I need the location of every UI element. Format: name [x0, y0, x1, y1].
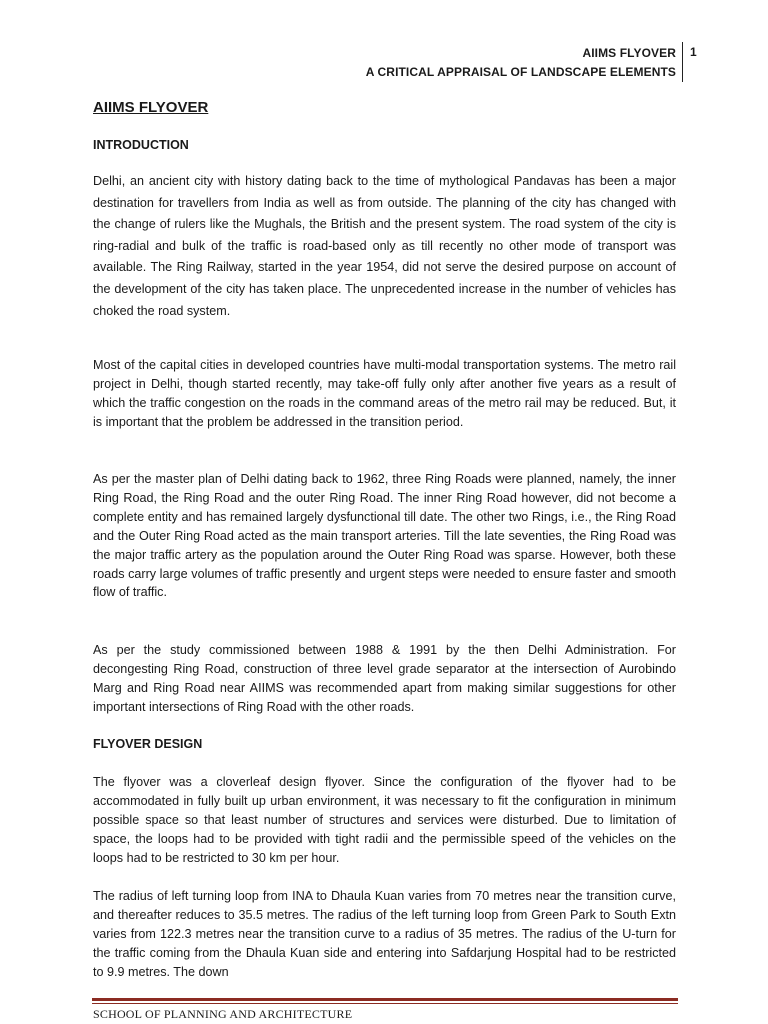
- header-title: AIIMS FLYOVER: [582, 46, 676, 60]
- header-subtitle: A CRITICAL APPRAISAL OF LANDSCAPE ELEMENTS: [365, 65, 676, 79]
- paragraph-intro-3: As per the master plan of Delhi dating back to 1962, three Ring Roads were planned, namely, the inner Ring Road, the Ring Road and the outer Ring Road. The inner Ring Road however, did not become a complete entity and has remained largely dysfunctional till date. The other two Rings, i.e., the Ring Road and the Outer Ring Road acted as the main transport arteries. Till the late seventies, the Ring Road was the major traffic artery as the population around the Outer Ring Road was sparse. However, both these roads carry large volumes of traffic presently and urgent steps were needed to ensure faster and smooth flow of traffic.: [93, 472, 676, 600]
- paragraph-intro-1: Delhi, an ancient city with history dating back to the time of mythological Pandavas has been a major destination for travellers from India as well as from outside. The planning of the city has changed with the change of rulers like the Mughals, the British and the present system. The road system of the city is ring-radial and bulk of the traffic is road-based only as till recently no other mode of transport was available. The Ring Railway, started in the year 1954, did not serve the desired purpose on account of the development of the city has taken place. The unprecedented increase in the number of vehicles has choked the road system.: [93, 174, 676, 318]
- paragraph-intro-4: As per the study commissioned between 1988 & 1991 by the then Delhi Administration. For decongesting Ring Road, construction of three level grade separator at the intersection of Aurobindo Marg and Ring Road near AIIMS was recommended apart from making similar suggestions for other important intersections of Ring Road with the other roads.: [93, 643, 676, 714]
- header-divider: [682, 42, 683, 82]
- section-heading-flyover-design: FLYOVER DESIGN: [93, 737, 203, 751]
- footer-rule-thin: [92, 1003, 678, 1004]
- paragraph-intro-2: Most of the capital cities in developed countries have multi-modal transportation systems. The metro rail project in Delhi, though started recently, may take-off fully only after another five years as a result of which the traffic congestion on the roads in the command areas of the metro rail may be reduced. But, it is important that the problem be addressed in the transition period.: [93, 358, 676, 429]
- paragraph-design-1: The flyover was a cloverleaf design flyover. Since the configuration of the flyover had to be accommodated in fully built up urban environment, it was necessary to fit the configuration in minimum possible space so that least number of structures and services were disturbed. Due to limitation of space, the loops had to be provided with tight radii and the permissible speed of the vehicles on the loops had to be restricted to 30 km per hour.: [93, 775, 676, 865]
- running-header: [366, 44, 676, 82]
- section-heading-introduction: INTRODUCTION: [93, 138, 189, 152]
- paragraph-design-2: The radius of left turning loop from INA to Dhaula Kuan varies from 70 metres near the transition curve, and thereafter reduces to 35.5 metres. The radius of the left turning loop from Green Park to South Extn varies from 122.3 metres near the transition curve to a radius of 35 metres. The radius of the U-turn for the traffic coming from the Dhaula Kuan side and entering into Safdarjung Hospital had to be restricted to 9.9 metres. The down: [93, 889, 676, 979]
- page-number: 1: [690, 45, 697, 59]
- footer-institution: SCHOOL OF PLANNING AND ARCHITECTURE: [93, 1007, 353, 1021]
- footer-rule-thick: [92, 998, 678, 1001]
- document-title: AIIMS FLYOVER: [93, 99, 209, 116]
